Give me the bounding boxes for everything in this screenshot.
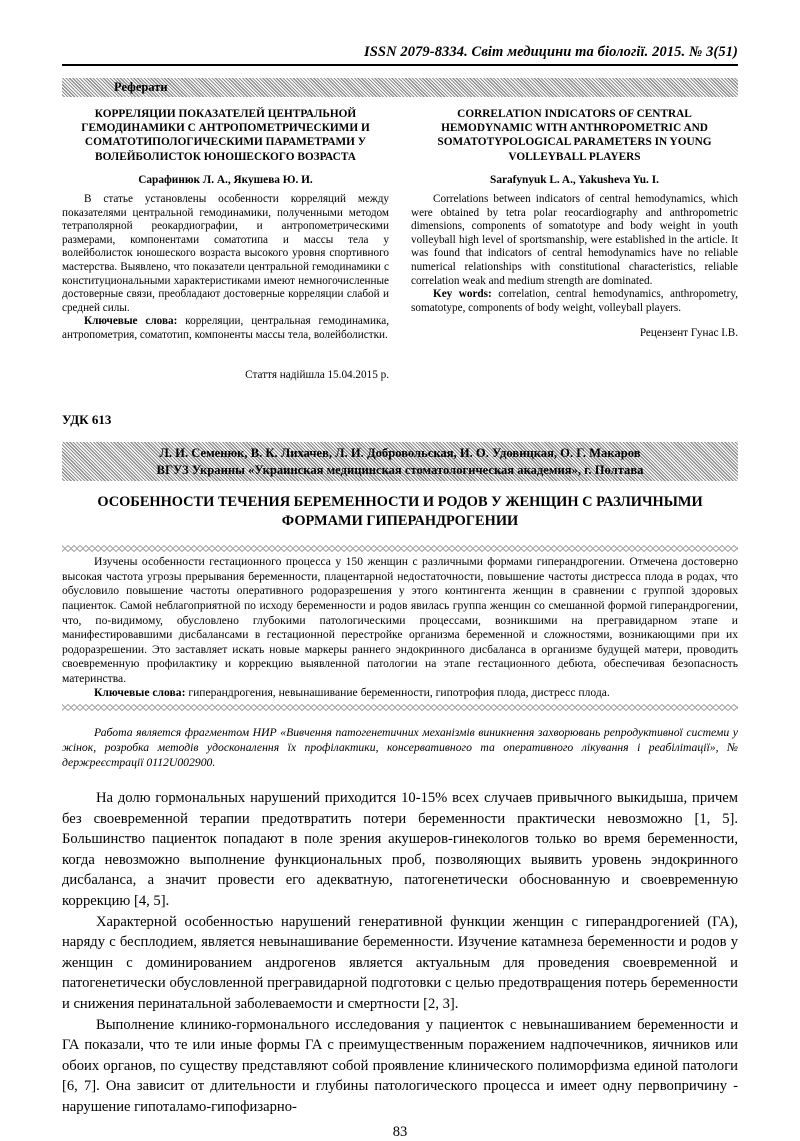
research-grant-note: Работа является фрагментом НИР «Вивчення патогенетичних механізмів виникнення захворювань репродуктивної системи у жінок, розробка методів удосконалення їх профілактики, консервативного та оперативного лікування і реабілітації», № держреєстрації 0112U002900. — [62, 726, 738, 770]
abstract-body-ru: В статье установлены особенности корреляций между показателями центральной гемодинамики, полученными методом тетраполярной реокардиографии, и антропометрическими размерами, компонентами соматотипа и массы тела у волейболисток юношеского возраста высокого уровня спортивного мастерства. Выявлено, что показатели центральной гемодинамики с конституциональными характеристиками имеют немногочисленные достоверные связи, преобладают достоверные корреляции слабой и средней силы. — [62, 193, 389, 314]
abstract-two-column-block — [62, 107, 738, 382]
wavy-rule-bottom — [62, 704, 738, 711]
wavy-rule-top — [62, 545, 738, 552]
body-paragraph: Выполнение клинико-гормонального исследования у пациенток с невынашиванием беременности и ГА показали, что те или иные формы ГА с преимущественным поражением надпочечников, яичников или обоих органов, по существу представляют собой проявление клинического полиморфизма единой патологи [6, 7]. Она зависит от длительности и глубины патологического процесса и имеет одну первопричину - нарушение гипоталамо-гипофизарно- — [62, 1016, 738, 1115]
abstract-title-ru: КОРРЕЛЯЦИИ ПОКАЗАТЕЛЕЙ ЦЕНТРАЛЬНОЙ ГЕМОДИНАМИКИ С АНТРОПОМЕТРИЧЕСКИМИ И СОМАТОТИПОЛОГИЧЕСКИМИ ПАРАМЕТРАМИ У ВОЛЕЙБОЛИСТОК ЮНОШЕСКОГО ВОЗРАСТА — [81, 108, 370, 163]
main-article-abstract-block — [62, 555, 738, 701]
abstract-keywords-text-ru: корреляции, центральная гемодинамика, антропометрия, соматотип, компоненты массы тела, волейболистки. — [62, 315, 389, 341]
header-rule — [62, 64, 738, 66]
abstract-keywords-ru — [62, 315, 389, 342]
udc-code: УДК 613 — [62, 412, 112, 428]
page-number: 83 — [392, 1123, 408, 1140]
abstract-authors-en: Sarafynyuk L. A., Yakusheva Yu. I. — [490, 173, 659, 186]
abstract-keywords-label-ru: Ключевые слова: — [84, 315, 178, 328]
main-article-keywords — [62, 686, 738, 701]
abstract-column-ru — [62, 107, 389, 382]
main-article-body — [62, 788, 738, 1118]
main-article-keywords-text: гиперандрогения, невынашивание беременности, гипотрофия плода, дистресс плода. — [185, 686, 610, 700]
body-paragraph: Характерной особенностью нарушений генеративной функции женщин с гиперандрогенией (ГА), наряду с бесплодием, является невынашивание беременности. Изучение катамнеза беременности и родов у женщин с доминированием андрогенов является актуальным для проведения своевременной и патогенетически обусловленной прегравидарной подготовки с целью предотвращения потерь беременности и снижения перинатальной заболеваемости и смертности [2, 3]. — [62, 913, 738, 1013]
main-article-authors-bar — [62, 442, 738, 481]
main-article-title: ОСОБЕННОСТИ ТЕЧЕНИЯ БЕРЕМЕННОСТИ И РОДОВ У ЖЕНЩИН С РАЗЛИЧНЫМИ ФОРМАМИ ГИПЕРАНДРОГЕНИИ — [97, 494, 703, 530]
main-article-keywords-label: Ключевые слова: — [94, 686, 186, 700]
section-bar-label: Реферати — [114, 80, 168, 94]
section-bar-abstracts — [62, 78, 738, 97]
abstract-reviewer: Рецензент Гунас І.В. — [639, 327, 738, 340]
abstract-title-en: CORRELATION INDICATORS OF CENTRAL HEMODYNAMIC WITH ANTHROPOMETRIC AND SOMATOTYPOLOGICAL PARAMETERS IN YOUNG VOLLEYBALL PLAYERS — [437, 108, 712, 163]
main-article-abstract: Изучены особенности гестационного процесса у 150 женщин с различными формами гиперандрогении. Отмечена достоверно высокая частота угрозы прерывания беременности, плацентарной недостаточности, повышение частоты дистресса плода в родах, что обусловило повышение частоты оперативного родоразрешения у этого контингента женщин в сравнении с группой здоровых пациенток. Самой неблагоприятной по исходу беременности и родов явилась группа женщин со смешанной формой гиперандрогении, что, по-видимому, обусловлено глубокими патологическими процессами, возникшими на прегравидарном этапе и манифестировавшими дисбалансами в гестационной перестройке организма беременной и сложностями, возникающими при их родоразрешении. Это заставляет искать новые маркеры раннего эндокринного дисбаланса в организме будущей матери, проводить своевременную профилактику и коррекцию выявленной патологии на этапе гестационного дебюта, обеспечивая безопасность материнства. — [62, 555, 738, 685]
abstract-keywords-text-en: correlation, central hemodynamics, anthropometry, somatotype, components of body weight, volleyball players. — [411, 288, 738, 314]
running-head: ISSN 2079-8334. Світ медицини та біології. 2015. № 3(51) — [364, 44, 738, 60]
abstract-keywords-en — [411, 288, 738, 315]
abstract-column-en — [411, 107, 738, 382]
abstract-body-en: Correlations between indicators of central hemodynamics, which were obtained by tetra polar reocardiography and anthropometric dimensions, components of somatotype and body weight in youth volleyball high level of sportsmanship, were established in the article. It was found that indicators of central hemodynamics have no reliable numerical relationships with constitutional characteristics, reliable correlation weak and medium strength are dominated. — [411, 193, 738, 287]
main-article-authors-line-1: Л. И. Семенюк, В. К. Лихачев, Л. И. Добровольская, И. О. Удовицкая, О. Г. Макаров — [159, 446, 641, 461]
abstract-received-date: Стаття надійшла 15.04.2015 р. — [245, 368, 389, 381]
body-paragraph: На долю гормональных нарушений приходится 10-15% всех случаев привычного выкидыша, причем без своевременной терапии предотвратить потери беременности практически невозможно [1, 5]. Большинство пациенток попадают в поле зрения акушеров-гинекологов только во время беременности, когда невозможно выполнение функциональных проб, позволяющих выявить уровень эндокринного дисбаланса, а значит провести его адекватную, патогенетически обоснованную и своевременную коррекцию [4, 5]. — [62, 790, 738, 910]
abstract-keywords-label-en: Key words: — [433, 288, 492, 301]
abstract-authors-ru: Сарафинюк Л. А., Якушева Ю. И. — [138, 173, 313, 186]
main-article-affiliation: ВГУЗ Украины «Украинская медицинская стоматологическая академия», г. Полтава — [156, 462, 644, 477]
